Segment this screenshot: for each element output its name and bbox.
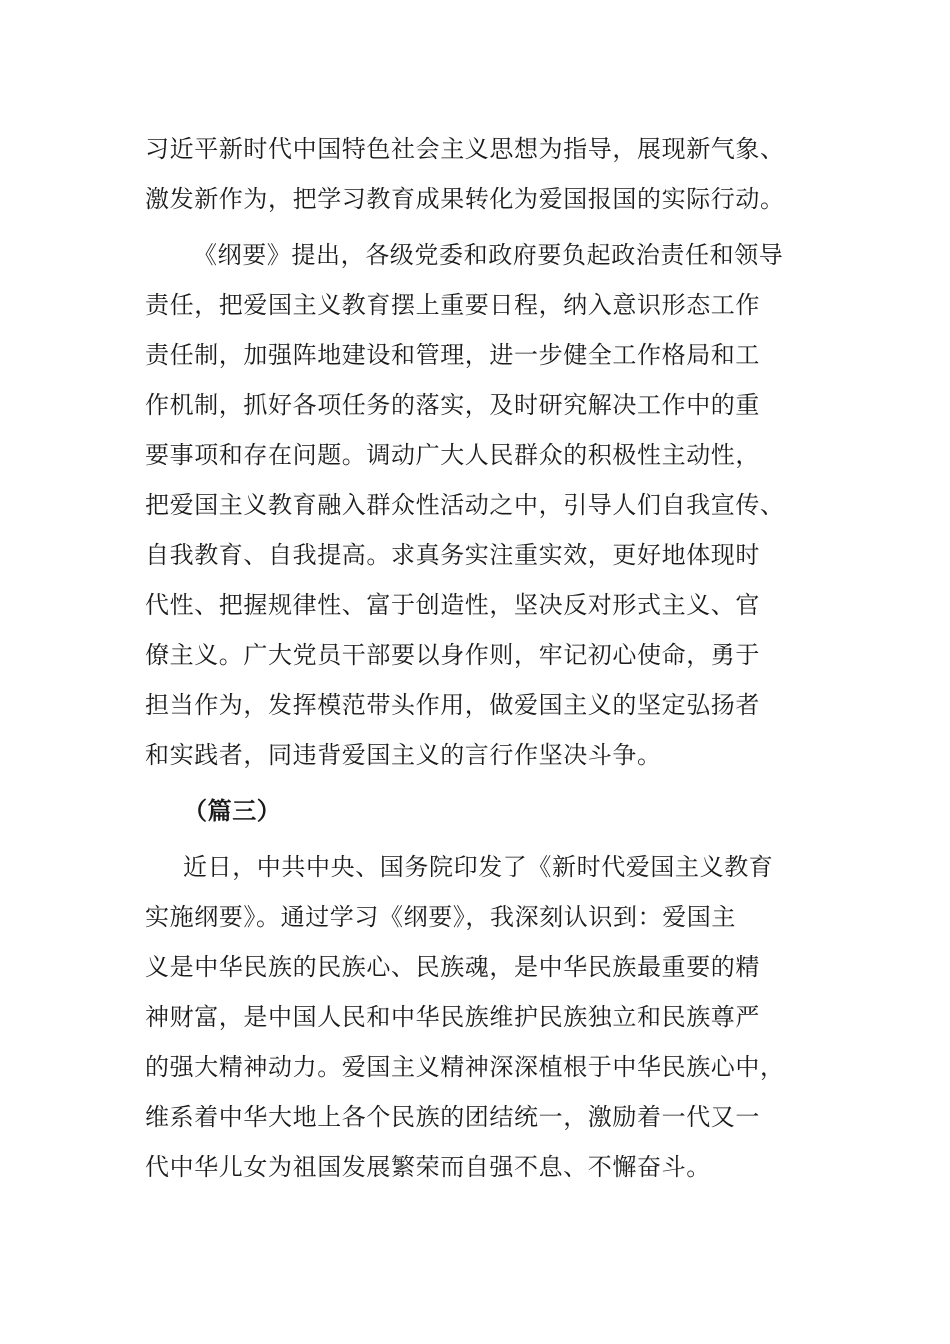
paragraph-line: 代中华儿女为祖国发展繁荣而自强不息、不懈奋斗。 (145, 1153, 711, 1181)
paragraph-line: 责任，把爱国主义教育摆上重要日程，纳入意识形态工作 (145, 291, 760, 319)
section-heading: （篇三） (183, 796, 282, 825)
paragraph-line: 《纲要》提出，各级党委和政府要负起政治责任和领导 (193, 241, 784, 269)
paragraph-line: 责任制，加强阵地建设和管理，进一步健全工作格局和工 (145, 341, 760, 369)
paragraph-line: 自我教育、自我提高。求真务实注重实效，更好地体现时 (145, 541, 760, 569)
paragraph-line: 神财富，是中国人民和中华民族维护民族独立和民族尊严 (145, 1003, 760, 1031)
paragraph-line: 激发新作为，把学习教育成果转化为爱国报国的实际行动。 (145, 185, 785, 213)
paragraph-line: 僚主义。广大党员干部要以身作则，牢记初心使命，勇于 (145, 641, 760, 669)
paragraph-line: 要事项和存在问题。调动广大人民群众的积极性主动性， (145, 441, 760, 469)
paragraph-line: 义是中华民族的民族心、民族魂，是中华民族最重要的精 (145, 953, 760, 981)
paragraph-line: 把爱国主义教育融入群众性活动之中，引导人们自我宣传、 (145, 491, 785, 519)
paragraph-line: 和实践者，同违背爱国主义的言行作坚决斗争。 (145, 741, 662, 769)
paragraph-line: 担当作为，发挥模范带头作用，做爱国主义的坚定弘扬者 (145, 691, 760, 719)
paragraph-line: 实施纲要》。通过学习《纲要》，我深刻认识到：爱国主 (145, 903, 736, 931)
paragraph-line: 维系着中华大地上各个民族的团结统一，激励着一代又一 (145, 1103, 760, 1131)
paragraph-line: 作机制，抓好各项任务的落实，及时研究解决工作中的重 (145, 391, 760, 419)
paragraph-line: 的强大精神动力。爱国主义精神深深植根于中华民族心中， (145, 1053, 785, 1081)
paragraph-line: 习近平新时代中国特色社会主义思想为指导，展现新气象、 (145, 135, 785, 163)
paragraph-line: 代性、把握规律性、富于创造性，坚决反对形式主义、官 (145, 591, 760, 619)
paragraph-line: 近日，中共中央、国务院印发了《新时代爱国主义教育 (183, 853, 774, 881)
